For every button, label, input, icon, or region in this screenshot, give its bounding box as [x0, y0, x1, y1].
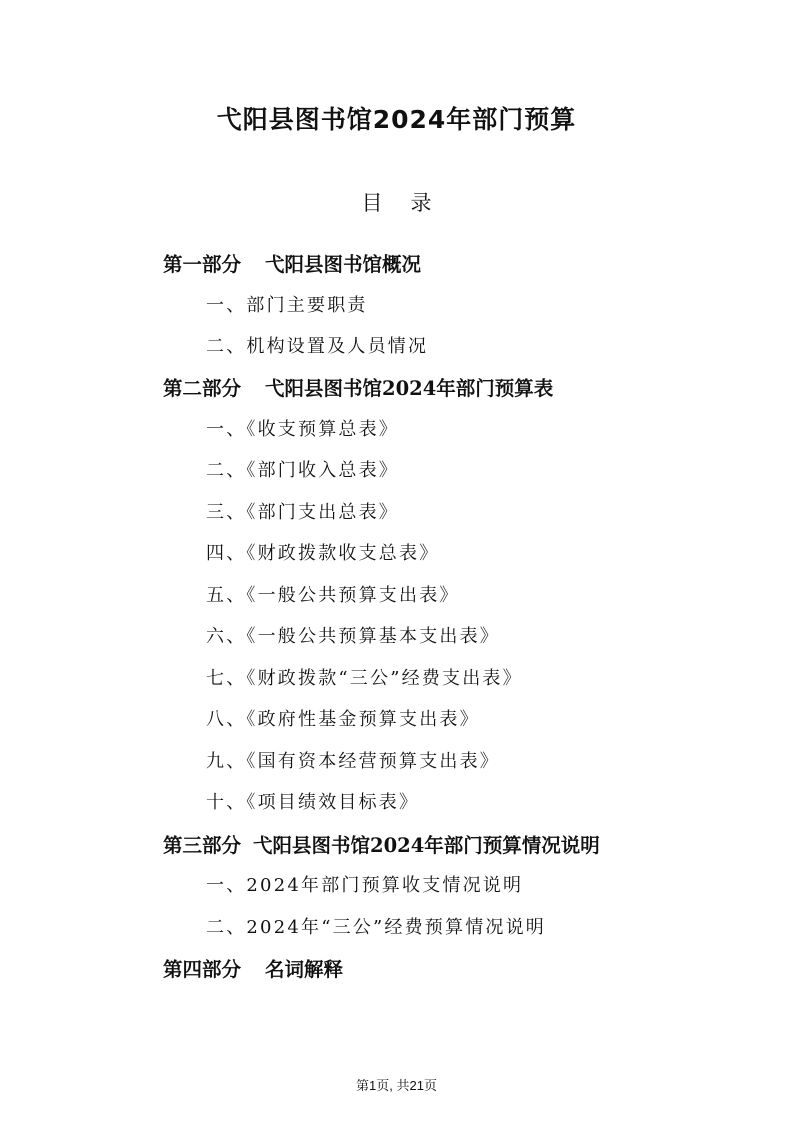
- toc-item-2-9[interactable]: 九、《国有资本经营预算支出表》: [206, 751, 500, 772]
- part-label: 第二部分: [163, 377, 242, 400]
- toc-part-1[interactable]: [163, 255, 421, 275]
- part-title: 弋阳县图书馆概况: [265, 253, 422, 276]
- toc-item-1-1[interactable]: 一、部门主要职责: [206, 295, 368, 316]
- toc-item-2-3[interactable]: 三、《部门支出总表》: [206, 502, 399, 523]
- part-label: 第三部分: [163, 834, 242, 857]
- toc-item-2-1[interactable]: 一、《收支预算总表》: [206, 419, 399, 440]
- page-indicator: 第1页, 共21页: [356, 1078, 437, 1093]
- part-label: 第四部分: [163, 958, 242, 981]
- toc-item-2-8[interactable]: 八、《政府性基金预算支出表》: [206, 709, 480, 730]
- toc-item-2-5[interactable]: 五、《一般公共预算支出表》: [206, 585, 460, 606]
- toc-part-3[interactable]: [163, 836, 600, 856]
- toc-item-2-10[interactable]: 十、《项目绩效目标表》: [206, 792, 420, 813]
- part-title: 弋阳县图书馆2024年部门预算表: [265, 377, 554, 400]
- document-title: 弋阳县图书馆2024年部门预算: [216, 105, 577, 134]
- part-title: 名词解释: [265, 958, 344, 981]
- toc-item-3-2[interactable]: 二、2024年“三公”经费预算情况说明: [206, 917, 547, 938]
- toc-part-2[interactable]: [163, 379, 553, 399]
- toc-item-2-2[interactable]: 二、《部门收入总表》: [206, 460, 399, 481]
- part-label: 第一部分: [163, 253, 242, 276]
- toc-item-3-1[interactable]: 一、2024年部门预算收支情况说明: [206, 875, 524, 896]
- toc-item-1-2[interactable]: 二、机构设置及人员情况: [206, 336, 429, 357]
- toc-item-2-7[interactable]: 七、《财政拨款“三公”经费支出表》: [206, 668, 523, 689]
- toc-part-4[interactable]: [163, 960, 343, 980]
- toc-item-2-4[interactable]: 四、《财政拨款收支总表》: [206, 543, 440, 564]
- toc-heading: 目录: [361, 191, 460, 215]
- toc-item-2-6[interactable]: 六、《一般公共预算基本支出表》: [206, 626, 500, 647]
- part-title: 弋阳县图书馆2024年部门预算情况说明: [253, 834, 600, 857]
